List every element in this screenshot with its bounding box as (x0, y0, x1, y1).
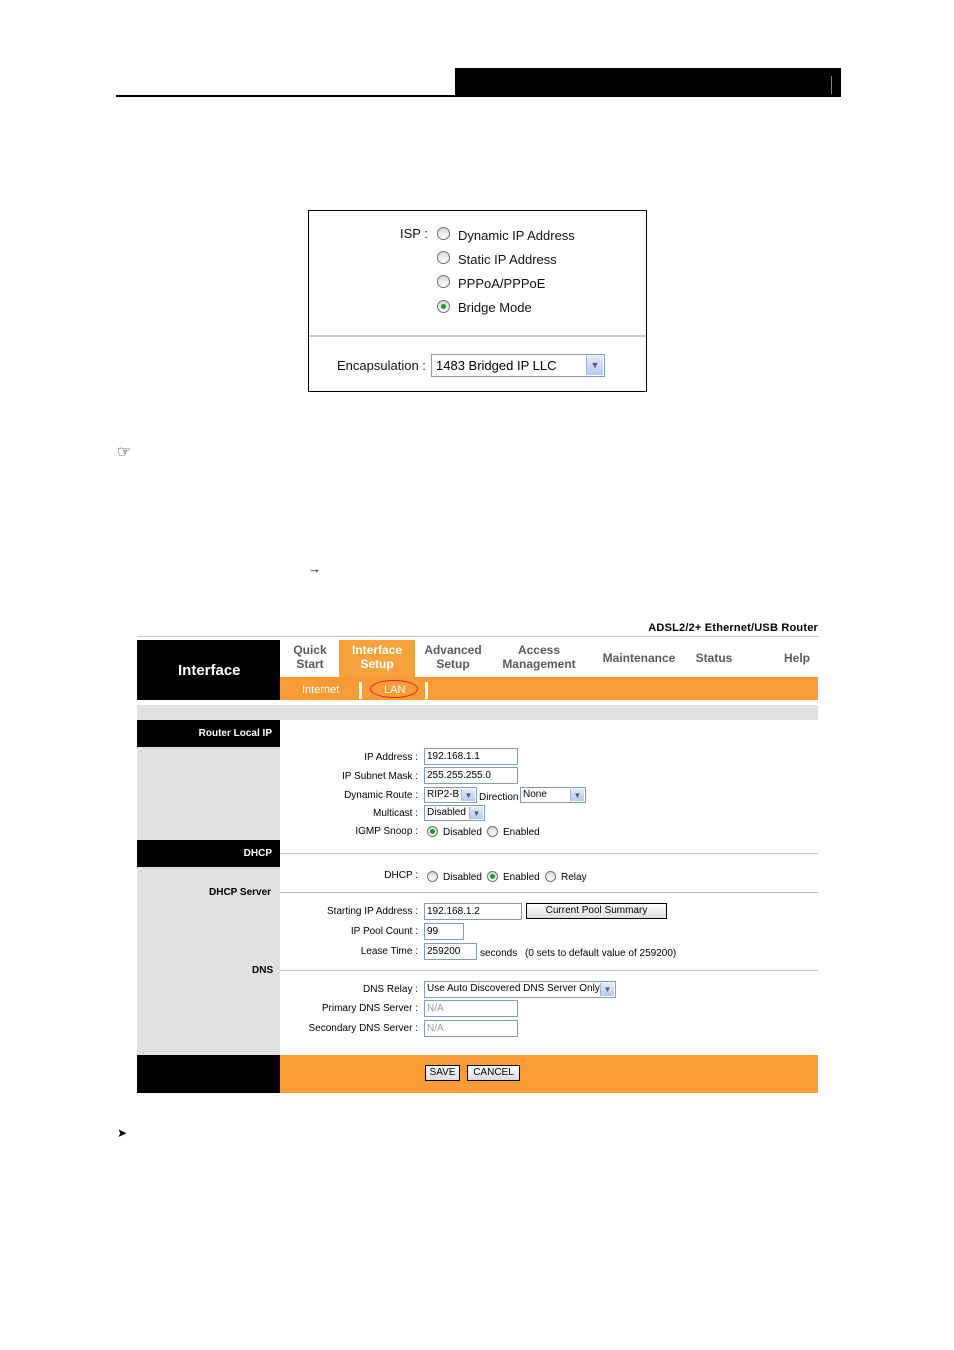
divider-line (280, 892, 818, 893)
encapsulation-select[interactable] (431, 354, 605, 377)
isp-option-bridge: Bridge Mode (458, 300, 532, 315)
igmp-disabled-label: Disabled (443, 827, 482, 838)
bottom-left-block (137, 1055, 280, 1093)
lease-time-input[interactable]: 259200 (424, 943, 477, 960)
dhcp-label: DHCP : (384, 870, 418, 881)
gray-band (137, 705, 818, 720)
divider-line (280, 853, 818, 854)
nav-status[interactable]: Status (695, 651, 733, 665)
dns-relay-select[interactable] (424, 981, 616, 998)
nav-maintenance[interactable]: Maintenance (602, 651, 676, 665)
direction-label: Direction (479, 792, 519, 803)
start-ip-label: Starting IP Address : (327, 906, 418, 917)
section-dhcp-label: DHCP (243, 848, 272, 859)
igmp-enabled-radio[interactable] (487, 826, 498, 837)
igmp-snoop-label: IGMP Snoop : (355, 826, 418, 837)
subnet-mask-label: IP Subnet Mask : (342, 771, 418, 782)
secondary-dns-input[interactable]: N/A (424, 1020, 518, 1037)
isp-option-static: Static IP Address (458, 252, 557, 267)
left-title-box (137, 640, 280, 700)
subnav-lan[interactable]: LAN (384, 684, 406, 696)
right-arrow-icon: → (308, 561, 321, 576)
subnet-mask-input[interactable]: 255.255.255.0 (424, 767, 518, 784)
chevron-down-icon: ▼ (570, 789, 584, 801)
subnav-divider (425, 682, 428, 699)
dns-relay-value: Use Auto Discovered DNS Server Only (427, 983, 600, 994)
arrowhead-bullet-icon: ➤ (117, 1126, 128, 1140)
direction-select[interactable] (520, 787, 586, 803)
ip-address-label: IP Address : (364, 752, 418, 763)
section-router-local-ip-label: Router Local IP (198, 728, 272, 739)
isp-radio-dynamic[interactable] (437, 227, 450, 240)
lease-note: (0 sets to default value of 259200) (525, 948, 677, 959)
start-ip-input[interactable]: 192.168.1.2 (424, 903, 522, 920)
ip-address-input[interactable]: 192.168.1.1 (424, 748, 518, 765)
multicast-label: Multicast : (372, 808, 418, 819)
save-button[interactable]: SAVE (425, 1065, 460, 1081)
nav-quick-start-line1: Quick (293, 643, 327, 657)
nav-quick-start[interactable] (287, 643, 333, 671)
divider-line (280, 970, 818, 971)
nav-advanced-setup-line2: Setup (436, 657, 470, 671)
router-model: ADSL2/2+ Ethernet/USB Router (648, 622, 818, 634)
nav-interface-setup-line1: Interface (351, 643, 403, 657)
primary-dns-label: Primary DNS Server : (321, 1003, 418, 1014)
primary-dns-input[interactable]: N/A (424, 1000, 518, 1017)
isp-option-dynamic: Dynamic IP Address (458, 228, 575, 243)
nav-access-management-line1: Access (517, 643, 561, 657)
dhcp-server-label: DHCP Server (209, 887, 272, 898)
multicast-select[interactable] (424, 805, 485, 821)
dynamic-route-value: RIP2-B (427, 789, 460, 800)
encapsulation-label: Encapsulation : (337, 358, 426, 373)
subnav-divider (359, 682, 362, 699)
nav-advanced-setup[interactable] (420, 643, 486, 671)
nav-quick-start-line2: Start (296, 657, 324, 671)
encapsulation-value: 1483 Bridged IP LLC (436, 358, 557, 373)
nav-access-management-line2: Management (502, 657, 576, 671)
dns-label: DNS (252, 965, 274, 976)
dhcp-relay-label: Relay (561, 872, 587, 883)
dynamic-route-select[interactable] (424, 787, 477, 803)
isp-radio-pppoe[interactable] (437, 275, 450, 288)
multicast-value: Disabled (427, 807, 466, 818)
lease-time-label: Lease Time : (360, 946, 418, 957)
nav-interface-setup[interactable] (339, 643, 415, 671)
section-router-local-ip (137, 720, 280, 747)
nav-interface-setup-line2: Setup (360, 657, 394, 671)
lan-highlight-circle (370, 680, 418, 698)
chevron-down-icon: ▼ (600, 983, 614, 996)
top-rule (137, 636, 818, 637)
section-dhcp (137, 840, 280, 867)
left-title: Interface (178, 662, 241, 679)
isp-radio-static[interactable] (437, 251, 450, 264)
direction-value: None (523, 789, 547, 800)
igmp-disabled-radio[interactable] (427, 826, 438, 837)
header-rule (116, 95, 841, 97)
lease-unit: seconds (480, 948, 518, 959)
header-bar-divider (831, 76, 832, 94)
pointing-hand-icon: ☞ (117, 444, 132, 461)
dhcp-relay-radio[interactable] (545, 871, 556, 882)
isp-separator (309, 335, 646, 337)
chevron-down-icon: ▼ (461, 789, 475, 801)
bottom-action-bar (280, 1055, 818, 1093)
dns-relay-label: DNS Relay : (362, 984, 418, 995)
nav-help[interactable]: Help (783, 651, 810, 665)
chevron-down-icon: ▼ (469, 807, 483, 819)
chevron-down-icon: ▼ (586, 356, 603, 375)
subnav-internet[interactable]: Internet (302, 684, 340, 696)
dhcp-enabled-label: Enabled (503, 872, 540, 883)
current-pool-summary-button[interactable]: Current Pool Summary (526, 903, 667, 919)
dhcp-disabled-label: Disabled (443, 872, 482, 883)
pool-count-label: IP Pool Count : (350, 926, 418, 937)
dhcp-disabled-radio[interactable] (427, 871, 438, 882)
dynamic-route-label: Dynamic Route : (344, 790, 418, 801)
header-bar (455, 68, 841, 97)
nav-advanced-setup-line1: Advanced (424, 643, 482, 657)
nav-access-management[interactable] (495, 643, 583, 671)
isp-radio-bridge[interactable] (437, 300, 450, 313)
igmp-enabled-label: Enabled (503, 827, 540, 838)
pool-count-input[interactable]: 99 (424, 923, 464, 940)
secondary-dns-label: Secondary DNS Server : (308, 1023, 418, 1034)
isp-label: ISP : (400, 226, 428, 241)
isp-panel (308, 210, 647, 392)
isp-option-pppoe: PPPoA/PPPoE (458, 276, 546, 291)
router-ui (137, 619, 818, 1093)
cancel-button[interactable]: CANCEL (467, 1065, 520, 1081)
dhcp-enabled-radio[interactable] (487, 871, 498, 882)
